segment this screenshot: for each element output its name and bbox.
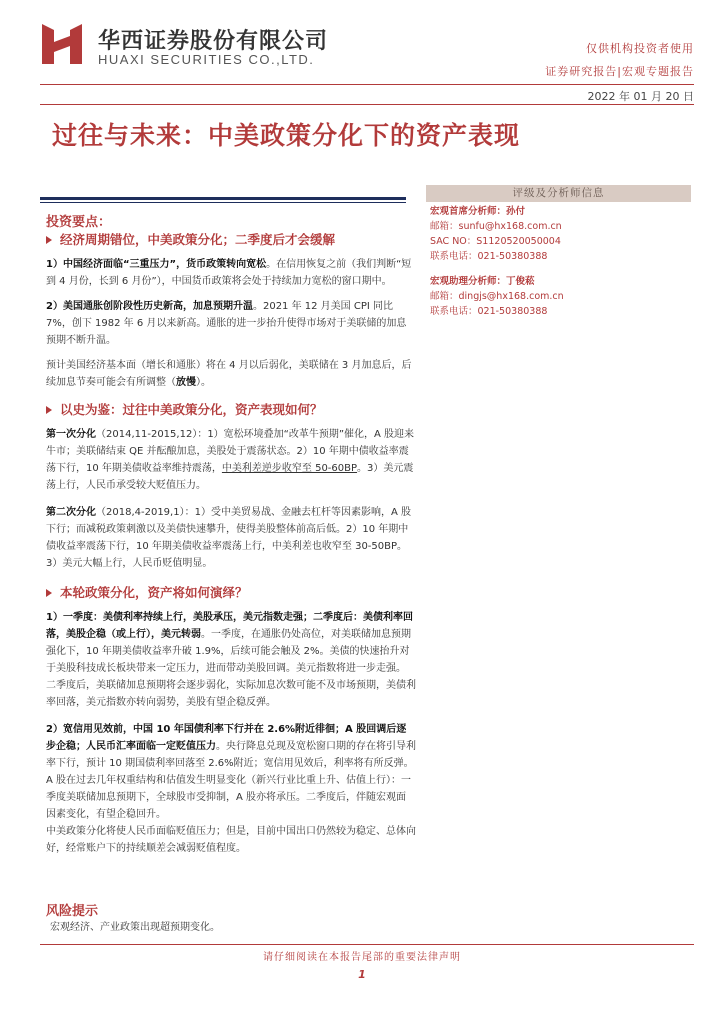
analyst-1-sac: SAC NO：S1120520050004 — [430, 236, 561, 247]
main-rule-thin — [40, 202, 406, 203]
risk-text: 宏观经济、产业政策出现超预期变化。 — [50, 922, 220, 933]
footer-divider — [40, 944, 694, 945]
analyst-1-phone: 联系电话：021-50380388 — [430, 251, 548, 262]
analyst-2-title: 宏观助理分析师：丁俊菘 — [430, 276, 535, 287]
company-name-cn: 华西证券股份有限公司 — [98, 29, 329, 54]
main-content — [46, 214, 416, 857]
huaxi-logo-icon — [40, 22, 84, 66]
report-date: 2022 年 01 月 20 日 — [587, 90, 694, 103]
analyst-info-heading: 评级及分析师信息 — [426, 185, 691, 202]
section-heading-1: 经济周期错位，中美政策分化；二季度后才会缓解 — [46, 231, 416, 248]
page-number: 1 — [358, 968, 366, 981]
paragraph: A 股在过去几年权重结构和估值发生明显变化（新兴行业比重上升、估值上行）：一季度美联储加息预期下，全球股市受抑制，A 股亦将承压。二季度后，伴随宏观面因素变化，有望企稳回升。 — [46, 775, 412, 820]
triangle-bullet-icon — [46, 589, 52, 597]
paragraph: 第二次分化（2018,4-2019,1）：1）受中美贸易战、金融去杠杆等因素影响，A 股下行；而减税政策刺激以及美债快速攀升，使得美股整体前高后低。2）10 年期中债收益率震荡下行，10 年期美债收益率震荡上行，中美利差也收窄至 30-50BP。3）美元大幅上行，人民币贬值明显。 — [46, 507, 411, 569]
analyst-2-email[interactable]: 邮箱：dingjs@hx168.com.cn — [430, 291, 564, 302]
report-type-tag: 证券研究报告|宏观专题报告 — [545, 65, 694, 78]
main-rule — [40, 197, 406, 200]
legal-notice: 请仔细阅读在本报告尾部的重要法律声明 — [263, 952, 461, 963]
paragraph: 2）美国通胀创阶段性历史新高，加息预期升温。2021 年 12 月美国 CPI 同比 7%，创下 1982 年 6 月以来新高。通胀的进一步抬升使得市场对于美联储的加息预期不断升温。 — [46, 301, 407, 346]
paragraph: 二季度后，美联储加息预期将会逐步弱化，实际加息次数可能不及市场预期，美债利率回落，美元指数亦转向弱势，美股有望企稳反弹。 — [46, 680, 416, 708]
analyst-info-panel — [426, 185, 691, 321]
report-title: 过往与未来：中美政策分化下的资产表现 — [52, 121, 521, 150]
company-name-en: HUAXI SECURITIES CO.,LTD. — [98, 52, 315, 67]
risk-heading: 风险提示 — [46, 904, 99, 919]
analyst-2-phone: 联系电话：021-50380388 — [430, 306, 548, 317]
analyst-1-email[interactable]: 邮箱：sunfu@hx168.com.cn — [430, 221, 562, 232]
audience-tag: 仅供机构投资者使用 — [586, 42, 694, 55]
paragraph: 1）一季度：美债利率持续上行，美股承压，美元指数走强；二季度后：美债利率回落，美股企稳（或上行），美元转弱。一季度，在通胀仍处高位，对美联储加息预期强化下，10 年期美债收益率升破 1.9%，后续可能会触及 2%。美债的快速抬升对于美股科技成长板块带来一定压力，进而带动美股回调。美元指数将进一步走强。 — [46, 612, 413, 674]
paragraph: 1）中国经济面临“三重压力”，货币政策转向宽松。在信用恢复之前（我们判断“短到 4 月份，长到 6 月份”），中国货币政策将会处于持续加力宽松的窗口期中。 — [46, 259, 412, 287]
triangle-bullet-icon — [46, 236, 52, 244]
analyst-1-title: 宏观首席分析师：孙付 — [430, 206, 526, 217]
paragraph: 第一次分化（2014,11-2015,12）：1）宽松环境叠加“改革牛预期”催化，A 股迎来牛市；美联储结束 QE 并酝酿加息，美股处于震荡状态。2）10 年期中债收益率震荡下行，10 年期美债收益率维持震荡，中美利差逆步收窄至 50-60BP。3）美元震荡上行，人民币承受较大贬值压力。 — [46, 429, 415, 491]
header-divider — [40, 84, 694, 85]
section-heading-3: 本轮政策分化，资产将如何演绎？ — [46, 584, 416, 601]
paragraph: 预计美国经济基本面（增长和通胀）将在 4 月以后弱化，美联储在 3 月加息后，后续加息节奏可能会有所调整（放慢）。 — [46, 360, 412, 388]
triangle-bullet-icon — [46, 406, 52, 414]
paragraph: 2）宽信用见效前，中国 10 年国债利率下行并在 2.6%附近徘徊；A 股回调后逐步企稳；人民币汇率面临一定贬值压力。央行降息兑现及宽松窗口期的存在将引导利率下行，预计 10 期国债利率回落至 2.6%附近；宽信用见效后，利率将有所反弹。 — [46, 724, 416, 769]
date-divider — [40, 104, 694, 105]
section-heading-2: 以史为鉴：过往中美政策分化，资产表现如何？ — [46, 401, 416, 418]
paragraph: 中美政策分化将使人民币面临贬值压力；但是，目前中国出口仍然较为稳定、总体向好，经常账户下的持续顺差会减弱贬值程度。 — [46, 826, 416, 854]
invest-heading: 投资要点： — [46, 215, 112, 230]
